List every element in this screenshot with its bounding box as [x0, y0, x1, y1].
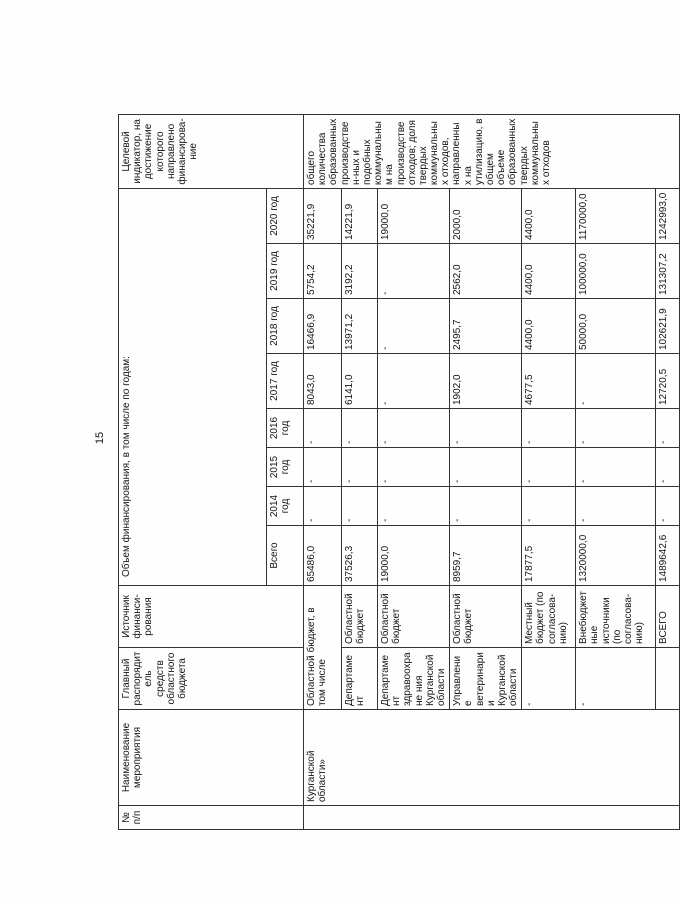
row-manager: - — [522, 648, 576, 710]
row-year-value: - — [378, 354, 450, 409]
row-year-value: - — [576, 409, 656, 448]
row-year-value: 5754,2 — [304, 244, 342, 299]
row-year-value: - — [656, 448, 680, 487]
row-year-value: 16466,9 — [304, 299, 342, 354]
row-year-value: - — [576, 487, 656, 526]
row-source: Областной бюджет — [342, 586, 378, 648]
row-total: 1320000,0 — [576, 526, 656, 586]
row-year-value: - — [304, 409, 342, 448]
row-year-value: 19000,0 — [378, 188, 450, 243]
header-year: 2018 год — [267, 299, 304, 354]
row-year-value: - — [656, 409, 680, 448]
row-total: 1489642,6 — [656, 526, 680, 586]
row-year-value: - — [522, 409, 576, 448]
row-total: 65486,0 — [304, 526, 342, 586]
row-year-value: - — [378, 409, 450, 448]
row-year-value: - — [342, 448, 378, 487]
header-manager: Главный распорядитель средств областного бюджета — [119, 648, 304, 710]
row-year-value: - — [656, 487, 680, 526]
row-source: ВСЕГО — [656, 586, 680, 648]
header-year: 2014 год — [267, 487, 304, 526]
row-year-value: - — [450, 487, 522, 526]
table-row — [304, 114, 342, 829]
header-name: Наименование мероприятия — [119, 710, 304, 806]
row-year-value: 12720,5 — [656, 354, 680, 409]
page-number: 15 — [94, 431, 106, 445]
row-year-value: - — [342, 487, 378, 526]
header-funding: Объем финансирования, в том числе по годам: — [119, 188, 267, 585]
row-year-value: 100000,0 — [576, 244, 656, 299]
header-row — [119, 114, 267, 829]
target-indicator: общего количества образованных производствен-ных и подобных коммунальным на производстве отходов; доля твердых коммунальных отходов, направленных на утилизацию, в общем объеме образованных твердых коммунальных отходов — [304, 114, 680, 188]
header-year: 2020 год — [267, 188, 304, 243]
row-year-value: - — [522, 487, 576, 526]
row-year-value: 1170000,0 — [576, 188, 656, 243]
row-year-value: - — [378, 448, 450, 487]
row-year-value: 50000,0 — [576, 299, 656, 354]
header-year: 2015 год — [267, 448, 304, 487]
row-source: Внебюджет ные источники (по согласова-нию) — [576, 586, 656, 648]
header-year: 2019 год — [267, 244, 304, 299]
header-year: 2017 год — [267, 354, 304, 409]
row-year-value: - — [378, 244, 450, 299]
row-year-value: - — [576, 354, 656, 409]
row-manager: Департамент — [342, 648, 378, 710]
row-year-value: 102621,9 — [656, 299, 680, 354]
row-year-value: 35221,9 — [304, 188, 342, 243]
row-manager: - — [576, 648, 656, 710]
row-year-value: - — [378, 487, 450, 526]
row-source: Областной бюджет — [450, 586, 522, 648]
row-year-value: 8043,0 — [304, 354, 342, 409]
row-year-value: 2562,0 — [450, 244, 522, 299]
row-source: Местный бюджет (по согласова-нию) — [522, 586, 576, 648]
row-year-value: 1242993,0 — [656, 188, 680, 243]
row-total: 17877,5 — [522, 526, 576, 586]
row-year-value: 2495,7 — [450, 299, 522, 354]
row-total: 8959,7 — [450, 526, 522, 586]
rotated-table-wrapper — [118, 115, 670, 830]
row-year-value: 6141,0 — [342, 354, 378, 409]
header-total: Всего — [267, 526, 304, 586]
header-year: 2016 год — [267, 409, 304, 448]
header-no: № п/п — [119, 806, 304, 830]
row-year-value: 2000,0 — [450, 188, 522, 243]
row-year-value: - — [342, 409, 378, 448]
row-year-value: - — [522, 448, 576, 487]
row-year-value: 1902,0 — [450, 354, 522, 409]
row-manager — [656, 648, 680, 710]
row-year-value: - — [450, 409, 522, 448]
row-year-value: 4400,0 — [522, 244, 576, 299]
row-year-value: 4677,5 — [522, 354, 576, 409]
row-year-value: - — [576, 448, 656, 487]
row-year-value: 4400,0 — [522, 188, 576, 243]
header-target: Целевой индикатор, на достижение которого направлено финансирова-ние — [119, 114, 304, 188]
header-source: Источник финанси-рования — [119, 586, 304, 648]
row-total: 37526,3 — [342, 526, 378, 586]
row-year-value: - — [304, 448, 342, 487]
financing-table — [118, 114, 680, 830]
row-year-value: 14221,9 — [342, 188, 378, 243]
row-manager: Областной бюджет, в том числе — [304, 586, 342, 710]
row-manager: Департамент здравоохране ния Курганской области — [378, 648, 450, 710]
row-source: Областной бюджет — [378, 586, 450, 648]
row-number-cell — [304, 806, 680, 830]
row-year-value: 131307,2 — [656, 244, 680, 299]
row-total: 19000,0 — [378, 526, 450, 586]
row-year-value: - — [378, 299, 450, 354]
row-year-value: 4400,0 — [522, 299, 576, 354]
row-year-value: 3192,2 — [342, 244, 378, 299]
row-year-value: - — [304, 487, 342, 526]
row-year-value: - — [450, 448, 522, 487]
row-year-value: 13971,2 — [342, 299, 378, 354]
row-manager: Управление ветеринарии Курганской области — [450, 648, 522, 710]
event-name: Курганской области» — [304, 710, 680, 806]
